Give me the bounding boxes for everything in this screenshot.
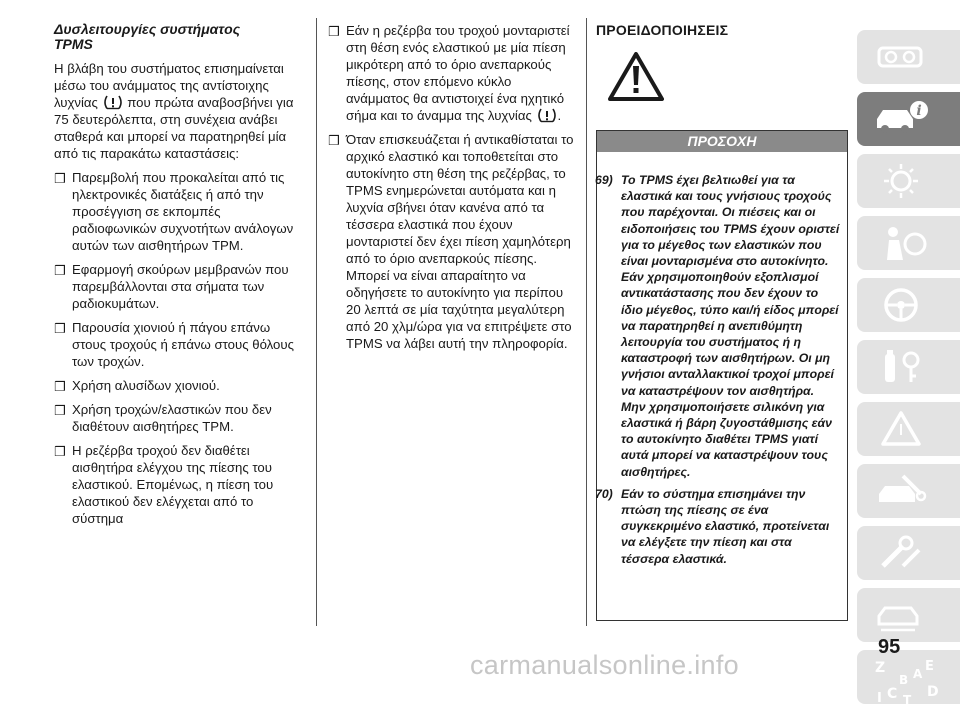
- intro-paragraph: [54, 60, 304, 162]
- list-item: [54, 442, 304, 527]
- intro-text-b: που πρώτα αναβοσβήνει για 75 δευτερόλεπτα, στη συνέχεια ανάβει σταθερά και μπορεί να παρατηρηθεί μία από τις παρακάτω καταστάσεις:: [54, 95, 294, 161]
- tab-index[interactable]: [857, 650, 960, 707]
- index-letter: T: [903, 693, 912, 707]
- index-letter: Z: [875, 660, 886, 676]
- caution-body: [597, 152, 847, 567]
- tab-safety[interactable]: [857, 216, 960, 270]
- column-divider-2: [586, 18, 587, 626]
- list-item: [328, 131, 578, 352]
- list-item-text: Όταν επισκευάζεται ή αντικαθίσταται το αρχικό ελαστικό και τοποθετείται στο αυτοκίνητο στη θέση της ρεζέρβας, το TPMS ενημερώνεται αυτόματα και η λυχνία σβήνει όταν κανένα από τα τέσσερα ελαστικά που έχουν μονταριστεί δεν έχει πίεση χαμηλότερη από το όριο ανεπαρκούς πίεσης. Μπορεί να είναι απαραίτητο να οδηγήσετε το αυτοκίνητο για περίπου 20 λεπτά σε μία ταχύτητα μεγαλύτερη από 20 χλμ/ώρα για να επιτρέψετε στο TPMS να λάβει αυτή την πληροφορία.: [346, 132, 574, 351]
- airbag-person-icon: [873, 224, 933, 262]
- key-spray-icon: [873, 348, 933, 386]
- tab-driving[interactable]: [857, 278, 960, 332]
- list-item-text: Χρήση αλυσίδων χιονιού.: [72, 378, 220, 393]
- middle-column: [328, 22, 578, 359]
- bullet-box-icon: ❒: [328, 24, 340, 39]
- list-item: [54, 401, 304, 435]
- caution-header: ΠΡΟΣΟΧΗ: [597, 131, 847, 152]
- bullet-box-icon: ❒: [54, 321, 66, 336]
- warnings-title: ΠΡΟΕΙΔΟΠΟΙΗΣΕΙΣ: [596, 22, 729, 38]
- wrench-car-icon: [873, 472, 933, 510]
- right-column: [596, 22, 848, 107]
- chapter-tabs: [857, 30, 960, 712]
- alphabet-index-icon: [873, 658, 953, 708]
- list-item: [54, 319, 304, 370]
- list-item: [54, 377, 304, 394]
- index-letter: B: [899, 673, 909, 687]
- bullet-box-icon: ❒: [54, 263, 66, 278]
- list-item-text-end: .: [557, 108, 562, 123]
- index-letter: E: [925, 659, 934, 674]
- tab-car-info[interactable]: [857, 92, 960, 146]
- index-letter: A: [913, 667, 923, 681]
- section-title: [54, 22, 304, 52]
- list-item: [54, 261, 304, 312]
- sun-light-icon: [873, 162, 933, 200]
- bullet-box-icon: ❒: [54, 403, 66, 418]
- column-divider-1: [316, 18, 317, 626]
- list-item-text: Παρουσία χιονιού ή πάγου επάνω στους τροχούς ή επάνω στους θόλους των τροχών.: [72, 320, 294, 369]
- tpms-warning-lamp-icon: [103, 95, 123, 110]
- list-item-text: Χρήση τροχών/ελαστικών που δεν διαθέτουν αισθητήρες TPM.: [72, 402, 272, 434]
- tab-emergency[interactable]: [857, 340, 960, 394]
- index-letter: I: [877, 691, 882, 706]
- bullet-box-icon: ❒: [54, 171, 66, 186]
- section-title-line2: TPMS: [54, 36, 93, 52]
- list-item-text: Εάν η ρεζέρβα του τροχού μονταριστεί στη θέση ενός ελαστικού με μία πίεση μικρότερη από το όριο ανεπαρκούς πίεσης, στον επόμενο κύκλο ανάμματος θα αντιστοιχεί ένα ηχητικό σήμα και το άναμμα της λυχνίας: [346, 23, 570, 123]
- tpms-warning-lamp-icon: [537, 108, 557, 123]
- warning-text: Εάν το σύστημα επισημάνει την πτώση της πίεσης σε ένα συγκεκριμένο ελαστικό, προτείνεται να ελέγξετε την πίεση και στα τέσσερα ελαστικά.: [621, 486, 830, 566]
- warning-number: 70): [595, 486, 613, 501]
- car-dashboard-icon: [873, 38, 933, 76]
- list-item-text: Εφαρμογή σκούρων μεμβρανών που παρεμβάλλονται στα σήματα των ραδιοκυμάτων.: [72, 262, 289, 311]
- bullet-box-icon: ❒: [54, 379, 66, 394]
- bullet-box-icon: ❒: [54, 444, 66, 459]
- list-item-text: Παρεμβολή που προκαλείται από τις ηλεκτρονικές διατάξεις ή από την προσέγγιση σε εκπομπές ραδιοφωνικών συχνοτήτων ανάλογων αυτών των αισθητήρων TPM.: [72, 170, 294, 253]
- index-letter: C: [887, 686, 898, 702]
- intro-text-a: Η βλάβη του συστήματος επισημαίνεται μέσω του ανάμματος της αντίστοιχης λυχνίας: [54, 61, 284, 110]
- page-number: 95: [878, 636, 901, 658]
- tab-tools[interactable]: [857, 526, 960, 580]
- section-title-line1: Δυσλειτουργίες συστήματος: [54, 21, 241, 37]
- warning-number: 69): [595, 173, 613, 187]
- caution-box: [596, 130, 848, 621]
- car-specs-icon: [873, 596, 933, 634]
- steering-wheel-icon: [873, 286, 933, 324]
- left-column: [54, 22, 304, 534]
- tab-warnings[interactable]: [857, 402, 960, 456]
- tab-specs[interactable]: [857, 588, 960, 642]
- car-info-icon: [873, 100, 933, 140]
- bullet-box-icon: ❒: [328, 133, 340, 148]
- hand-tools-icon: [873, 534, 933, 572]
- warning-triangle-icon: [608, 52, 664, 102]
- watermark: carmanualsonline.info: [470, 650, 739, 680]
- warning-item: [597, 486, 841, 567]
- tab-dashboard[interactable]: [857, 30, 960, 84]
- warning-item: [597, 172, 841, 480]
- svg-text:i: i: [916, 103, 922, 119]
- warning-triangle-icon: [873, 410, 933, 448]
- tab-maintenance[interactable]: [857, 464, 960, 518]
- list-item: [54, 169, 304, 254]
- list-item: [328, 22, 578, 124]
- list-item-text: Η ρεζέρβα τροχού δεν διαθέτει αισθητήρα ελέγχου της πίεσης του ελαστικού. Επομένως, η πίεση του ελαστικού δεν ελέγχεται από το σύστημα: [72, 443, 274, 526]
- warning-text: Το TPMS έχει βελτιωθεί για τα ελαστικά και τους γνήσιους τροχούς που παρέχονται. Οι πιέσεις και οι ειδοποιήσεις του TPMS έχουν οριστεί για το μέγεθος των ελαστικών που είναι μονταρισμένα στο αυτοκίνητο. Εάν χρησιμοποιηθούν εξοπλισμοί αντικατάστασης που δεν έχουν το ίδιο μέγεθος, τύπο και/ή είδος μπορεί να παρατηρηθεί η ανεπιθύμητη λειτουργία του συστήματος ή η καταστροφή των αισθητήρων. Οι μη γνήσιοι ανταλλακτικοί τροχοί μπορεί να καταστρέψουν τον αισθητήρα. Μην χρησιμοποιήσετε σιλικόνη για ελαστικά ή βάρη ζυγοστάθμισης εάν το αυτοκίνητο διαθέτει TPMS γιατί αυτά μπορεί να καταστρέψουν τους αισθητήρες.: [621, 173, 840, 479]
- index-letter: D: [927, 684, 939, 700]
- tab-lights[interactable]: [857, 154, 960, 208]
